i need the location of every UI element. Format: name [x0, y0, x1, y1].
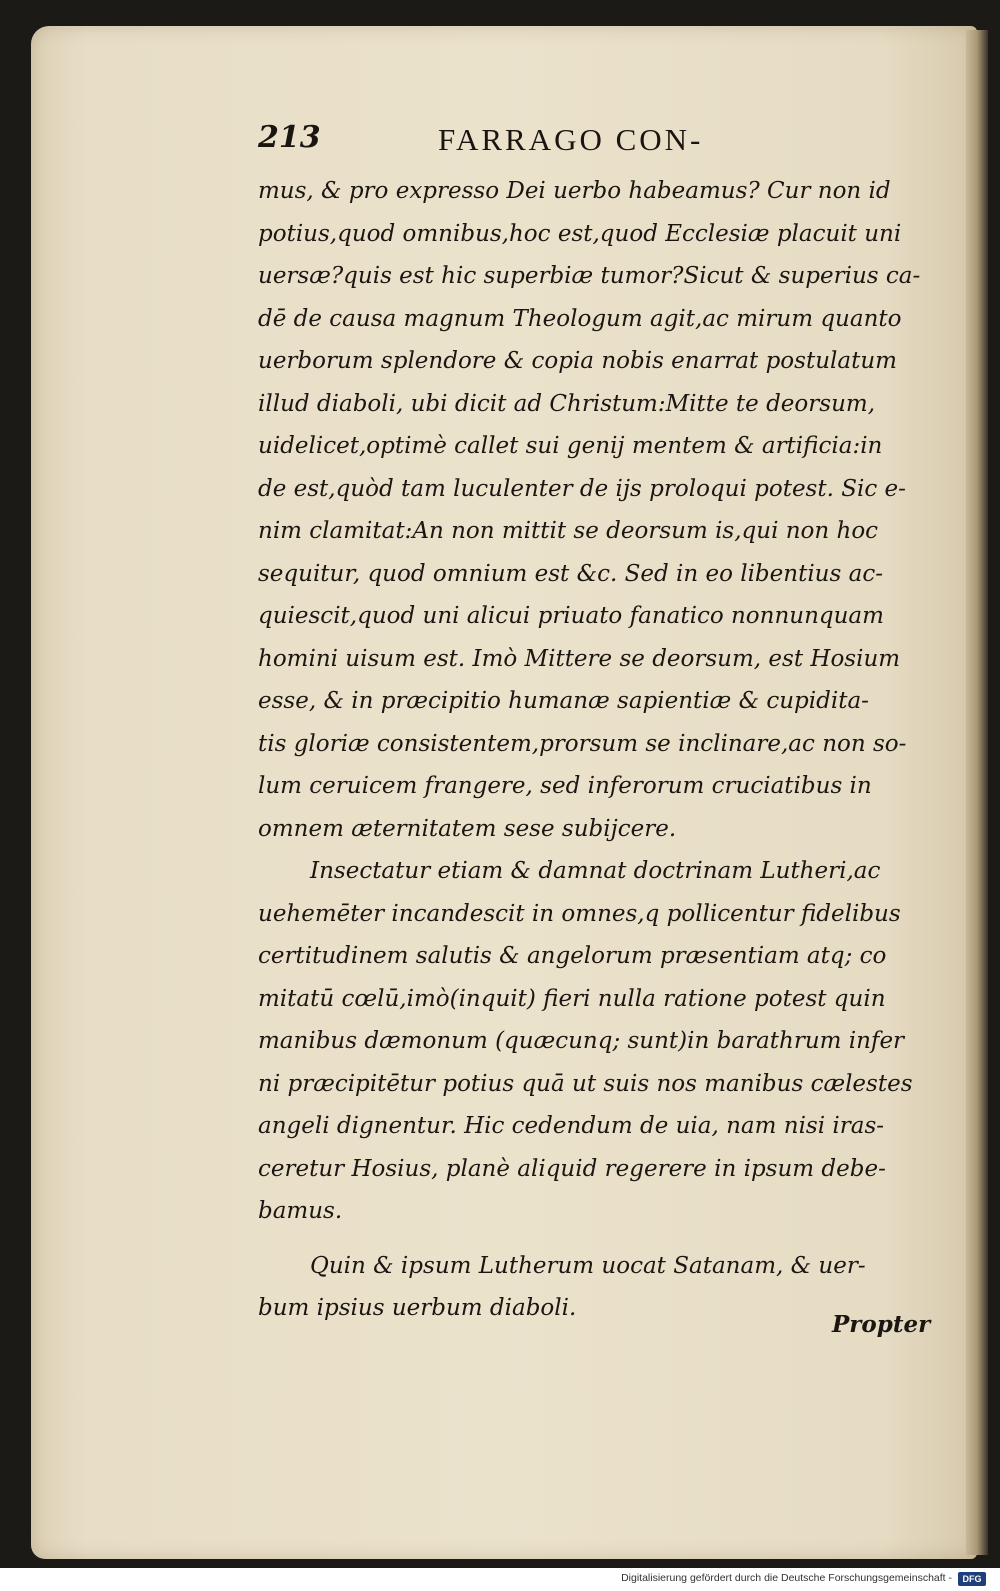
text-line: uerborum splendore & copia nobis enarrat postulatum — [258, 348, 897, 374]
text-line: tis gloriæ consistentem,prorsum se inclinare,ac non so- — [258, 730, 907, 757]
text-line: bamus. — [258, 1198, 343, 1224]
body-text — [258, 170, 948, 1330]
text-line: uehemēter incandescit in omnes,q pollicentur fidelibus — [258, 900, 901, 927]
text-line: homini uisum est. Imò Mittere se deorsum, est Hosium — [258, 645, 901, 672]
text-line: illud diaboli, ubi dicit ad Christum:Mitte te deorsum, — [258, 390, 876, 417]
text-line: lum ceruicem frangere, sed inferorum cruciatibus in — [258, 773, 872, 799]
text-line: manibus dæmonum (quæcunq; sunt)in barathrum infer — [258, 1028, 905, 1054]
text-line: mus, & pro expresso Dei uerbo habeamus? Cur non id — [258, 178, 891, 204]
text-line: omnem æternitatem sese subijcere. — [258, 815, 677, 842]
funding-credit: Digitalisierung gefördert durch die Deutsche Forschungsgemeinschaft - — [621, 1572, 952, 1584]
text-line: nim clamitat:An non mittit se deorsum is,qui non hoc — [258, 518, 879, 544]
paragraph-gap — [258, 1233, 948, 1245]
digitization-footer — [0, 1568, 1000, 1591]
page-header — [258, 120, 948, 164]
text-line: certitudinem salutis & angelorum præsentiam atq; co — [258, 943, 887, 969]
text-line: potius,quod omnibus,hoc est,quod Ecclesiæ placuit uni — [258, 220, 902, 247]
paragraph-start-line: Quin & ipsum Lutherum uocat Satanam, & uer- — [310, 1252, 866, 1279]
text-line: quiescit,quod uni alicui priuato fanatico nonnunquam — [258, 603, 884, 629]
page-edge — [966, 30, 988, 1555]
text-line: ceretur Hosius, planè aliquid regerere in ipsum debe- — [258, 1155, 886, 1182]
page-number: 213 — [258, 120, 321, 155]
text-line: esse, & in præcipitio humanæ sapientiæ & cupidita- — [258, 688, 869, 714]
text-line: uidelicet,optimè callet sui genij mentem & artificia:in — [258, 433, 883, 459]
text-line: de est,quòd tam luculenter de ijs proloqui potest. Sic e- — [258, 475, 906, 502]
paragraph-start-line: Insectatur etiam & damnat doctrinam Lutheri,ac — [310, 858, 881, 884]
catchword: Propter — [832, 1311, 931, 1338]
text-line: sequitur, quod omnium est &c. Sed in eo libentius ac- — [258, 560, 883, 587]
text-line: uersæ?quis est hic superbiæ tumor?Sicut & superius ca- — [258, 263, 921, 289]
text-line: mitatū cœlū,imò(inquit) fieri nulla ratione potest quin — [258, 985, 886, 1012]
text-line: ni præcipitētur potius quā ut suis nos manibus cælestes — [258, 1070, 913, 1097]
running-title: FARRAGO CON- — [438, 122, 704, 157]
text-line: bum ipsius uerbum diaboli. — [258, 1295, 577, 1321]
text-line: dē de causa magnum Theologum agit,ac mirum quanto — [258, 305, 902, 332]
dfg-logo: DFG — [958, 1572, 986, 1586]
text-line: angeli dignentur. Hic cedendum de uia, nam nisi iras- — [258, 1113, 885, 1139]
